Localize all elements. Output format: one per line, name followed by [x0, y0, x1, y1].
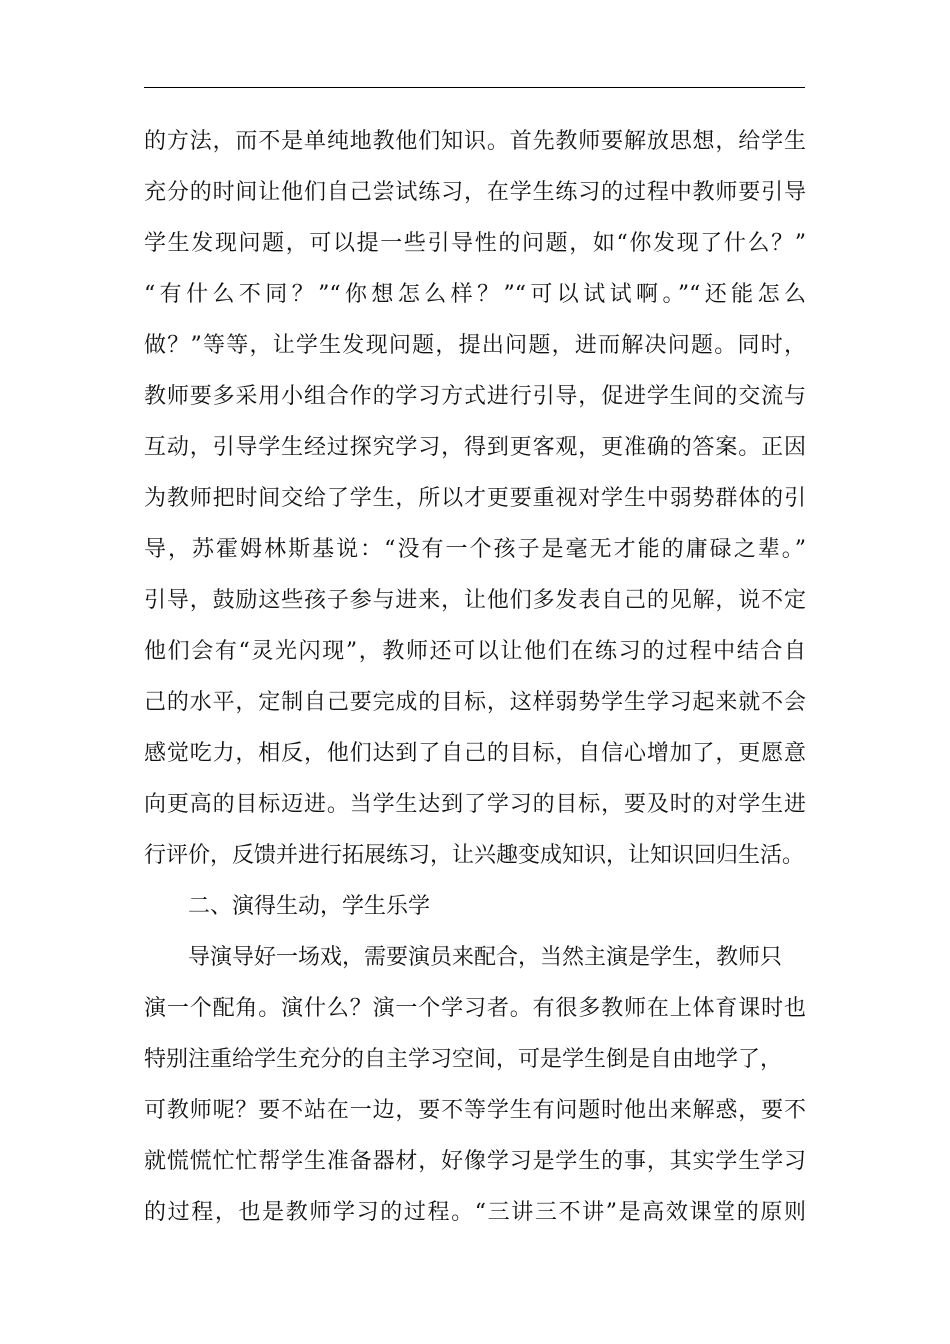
text-line: 教师要多采用小组合作的学习方式进行引导，促进学生间的交流与	[144, 384, 806, 409]
text-line: 感觉吃力，相反，他们达到了自己的目标，自信心增加了，更愿意	[144, 741, 806, 766]
header-divider	[144, 87, 805, 88]
text-line: 己的水平，定制自己要完成的目标，这样弱势学生学习起来就不会	[144, 690, 806, 715]
text-line: 他们会有“灵光闪现”，教师还可以让他们在练习的过程中结合自	[144, 639, 806, 664]
text-line: 演一个配角。演什么？演一个学习者。有很多教师在上体育课时也	[144, 996, 806, 1021]
section-heading: 二、演得生动，学生乐学	[188, 894, 431, 919]
text-line: 特别注重给学生充分的自主学习空间，可是学生倒是自由地学了，	[144, 1047, 783, 1072]
text-line: 学生发现问题，可以提一些引导性的问题，如“你发现了什么？”	[144, 231, 806, 256]
text-line: 行评价，反馈并进行拓展练习，让兴趣变成知识，让知识回归生活。	[144, 843, 805, 868]
text-line: 引导，鼓励这些孩子参与进来，让他们多发表自己的见解，说不定	[144, 588, 806, 613]
text-line: 导，苏霍姆林斯基说：“没有一个孩子是毫无才能的庸碌之辈。”	[144, 537, 806, 562]
text-line: 可教师呢？要不站在一边，要不等学生有问题时他出来解惑，要不	[144, 1098, 806, 1123]
text-line: 的过程，也是教师学习的过程。“三讲三不讲”是高效课堂的原则	[144, 1200, 806, 1225]
text-line: 做？”等等，让学生发现问题，提出问题，进而解决问题。同时，	[144, 333, 806, 358]
text-line: 向更高的目标迈进。当学生达到了学习的目标，要及时的对学生进	[144, 792, 806, 817]
text-line: 充分的时间让他们自己尝试练习，在学生练习的过程中教师要引导	[144, 180, 806, 205]
text-line: 导演导好一场戏，需要演员来配合，当然主演是学生，教师只	[188, 945, 783, 970]
text-line: 的方法，而不是单纯地教他们知识。首先教师要解放思想，给学生	[144, 129, 806, 154]
text-line: “有什么不同？”“你想怎么样？”“可以试试啊。”“还能怎么	[144, 282, 806, 307]
body-text	[144, 116, 806, 1238]
text-line: 互动，引导学生经过探究学习，得到更客观，更准确的答案。正因	[144, 435, 806, 460]
text-line: 为教师把时间交给了学生，所以才更要重视对学生中弱势群体的引	[144, 486, 806, 511]
text-line: 就慌慌忙忙帮学生准备器材，好像学习是学生的事，其实学生学习	[144, 1149, 806, 1174]
